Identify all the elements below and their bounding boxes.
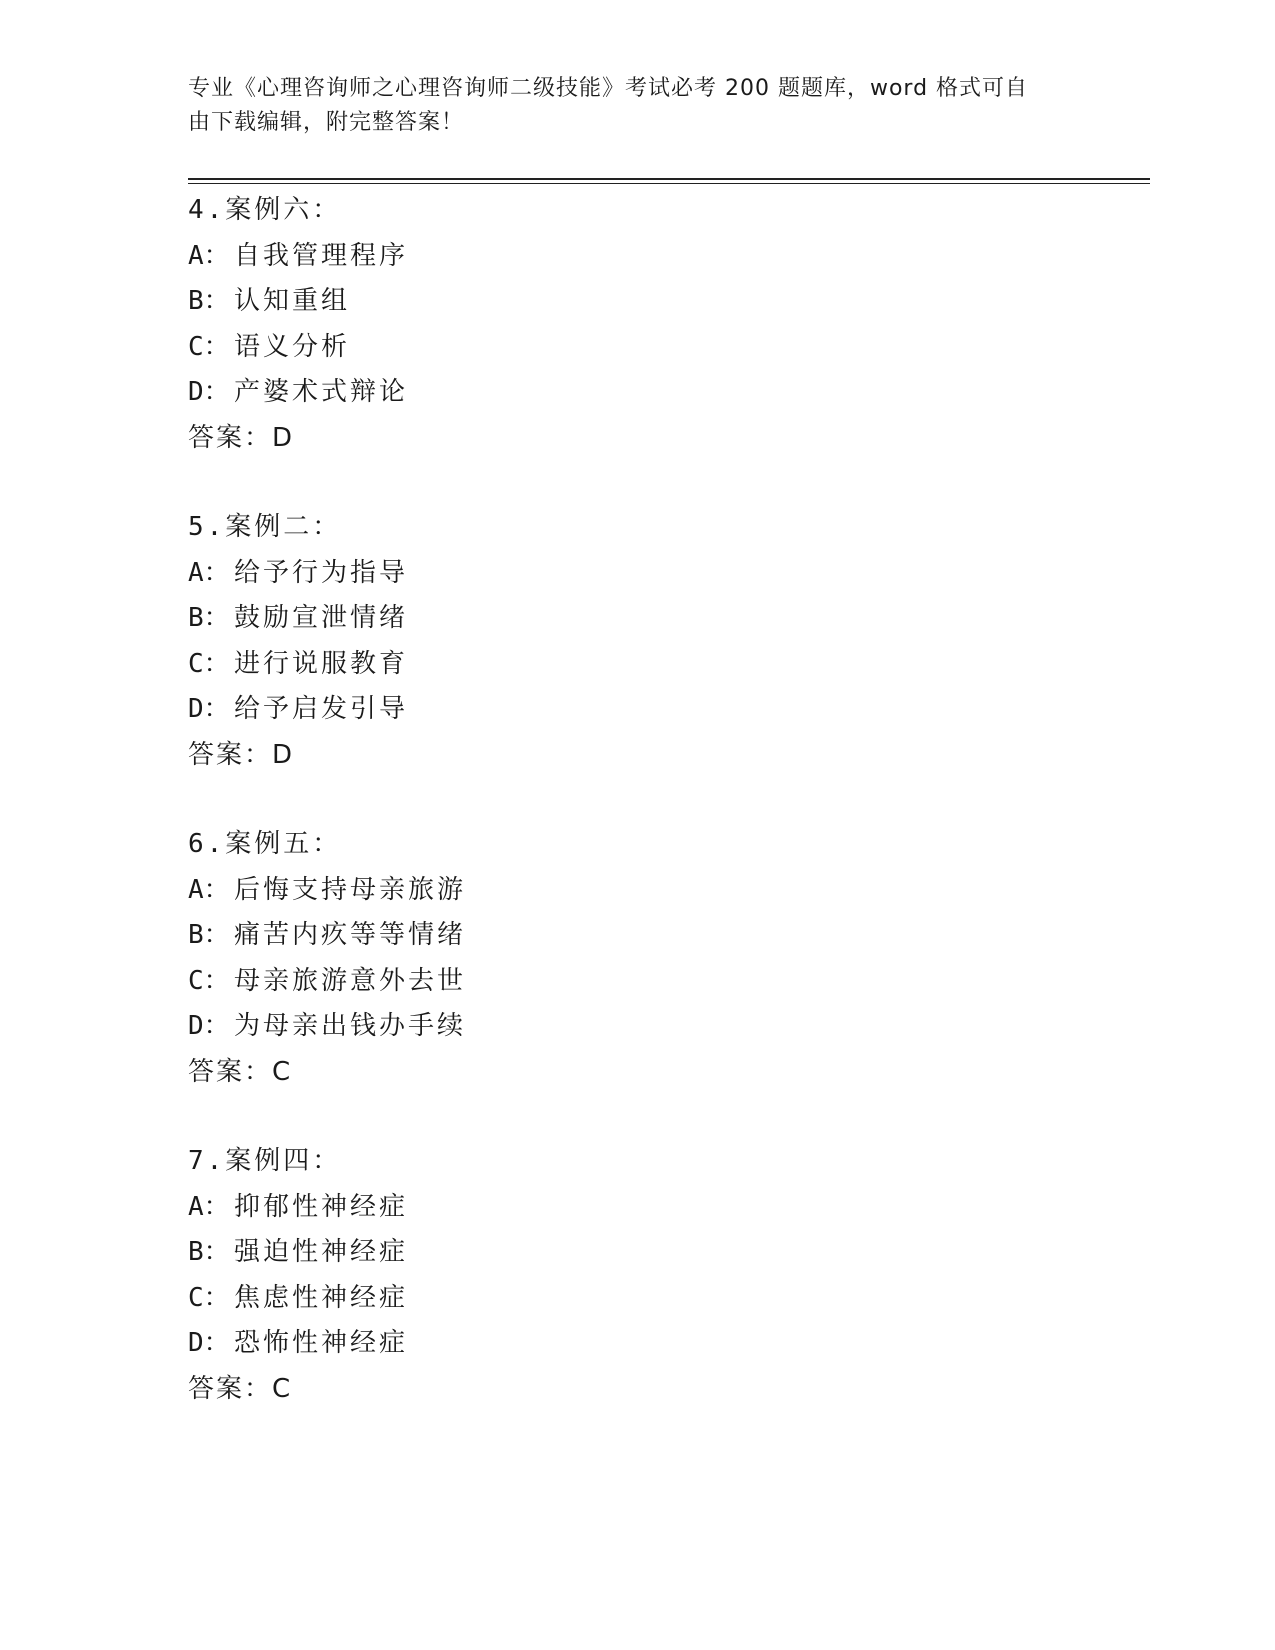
option-text: 产婆术式辩论 — [234, 377, 409, 407]
option-letter: B： — [188, 1237, 230, 1267]
question-block — [188, 822, 1088, 1095]
option-text: 抑郁性神经症 — [234, 1191, 409, 1222]
option-b — [188, 279, 1088, 325]
answer-line: 答案：C — [188, 1056, 293, 1087]
option-b — [188, 596, 1088, 642]
option-text: 自我管理程序 — [234, 240, 409, 271]
option-letter: A： — [188, 557, 230, 588]
option-letter: D： — [188, 1011, 230, 1041]
option-text: 后悔支持母亲旅游 — [234, 874, 467, 905]
option-d — [188, 1004, 1088, 1050]
header-line-1: 专业《心理咨询师之心理咨询师二级技能》考试必考 200 题题库，word 格式可自 — [188, 76, 1029, 101]
option-text: 痛苦内疚等等情绪 — [234, 920, 467, 950]
option-letter: A： — [188, 874, 230, 905]
question-block — [188, 188, 1088, 461]
option-text: 进行说服教育 — [234, 648, 409, 679]
option-text: 强迫性神经症 — [234, 1237, 409, 1267]
option-letter: B： — [188, 920, 230, 950]
option-a — [188, 551, 1088, 597]
answer-line: 答案：D — [188, 422, 295, 453]
option-d — [188, 370, 1088, 416]
option-text: 语义分析 — [234, 331, 351, 362]
option-letter: D： — [188, 694, 230, 724]
option-letter: A： — [188, 240, 230, 271]
option-letter: C： — [188, 1282, 230, 1313]
option-c — [188, 325, 1088, 371]
option-b — [188, 913, 1088, 959]
option-text: 为母亲出钱办手续 — [234, 1011, 467, 1041]
answer-line: 答案：C — [188, 1373, 293, 1404]
question-title: 5.案例二： — [188, 512, 342, 542]
answer-line: 答案：D — [188, 739, 295, 770]
option-letter: D： — [188, 377, 230, 407]
option-letter: C： — [188, 965, 230, 996]
question-title: 4.案例六： — [188, 195, 342, 225]
option-text: 恐怖性神经症 — [234, 1328, 409, 1358]
question-block — [188, 505, 1088, 778]
option-text: 给予启发引导 — [234, 694, 409, 724]
question-title: 6.案例五： — [188, 829, 342, 859]
option-text: 鼓励宣泄情绪 — [234, 603, 409, 633]
option-a — [188, 1185, 1088, 1231]
document-header — [188, 72, 1068, 140]
question-title: 7.案例四： — [188, 1146, 342, 1176]
option-letter: A： — [188, 1191, 230, 1222]
option-c — [188, 642, 1088, 688]
option-text: 母亲旅游意外去世 — [234, 965, 467, 996]
option-letter: B： — [188, 286, 230, 316]
question-list — [188, 188, 1088, 1456]
option-text: 认知重组 — [234, 286, 351, 316]
option-a — [188, 234, 1088, 280]
option-letter: C： — [188, 648, 230, 679]
header-divider-thick — [188, 178, 1150, 180]
option-c — [188, 959, 1088, 1005]
header-divider-thin — [188, 183, 1150, 184]
option-c — [188, 1276, 1088, 1322]
option-text: 焦虑性神经症 — [234, 1282, 409, 1313]
option-d — [188, 1321, 1088, 1367]
header-line-2: 由下载编辑，附完整答案！ — [188, 110, 465, 135]
option-d — [188, 687, 1088, 733]
question-block — [188, 1139, 1088, 1412]
option-letter: B： — [188, 603, 230, 633]
option-a — [188, 868, 1088, 914]
option-text: 给予行为指导 — [234, 557, 409, 588]
option-letter: C： — [188, 331, 230, 362]
option-b — [188, 1230, 1088, 1276]
option-letter: D： — [188, 1328, 230, 1358]
